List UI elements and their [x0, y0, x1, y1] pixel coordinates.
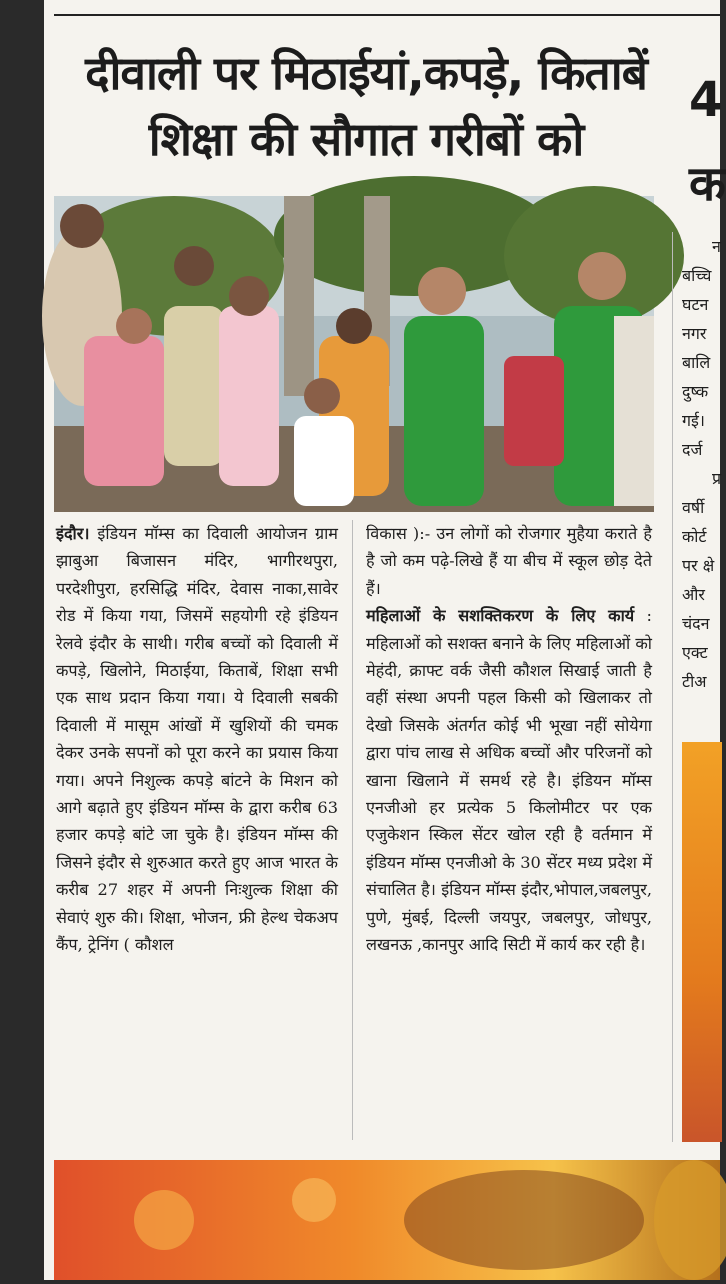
side-line: टीअ	[682, 672, 707, 691]
column-2-paragraph-1: विकास ):- उन लोगों को रोजगार मुहैया कराते है है जो कम पढ़े-लिखे हैं या बीच में स्कूल छोड़ देते हैं।	[366, 524, 652, 598]
side-line: एक्ट	[682, 643, 708, 662]
side-line: चंदन	[682, 614, 710, 633]
column-1-text: इंडियन मॉम्स का दिवाली आयोजन ग्राम झाबुआ बिजासन मंदिर, भागीरथपुरा, परदेशीपुरा, हरसिद्धि मंदिर, देवास नाका,सावेर रोड में किया गया, जिसमें सहयोगी रहे इंडियन रेलवे इंदौर के साथी। गरीब बच्चों को दिवाली में कपड़े, खिलोने, मिठाईया, किताबें, शिक्षा सभी एक साथ प्रदान किया गया। ये दिवाली सबकी दिवाली में मासूम आंखों में खुशियों की चमक देकर उनके सपनों को पूरा करने का प्रयास किया गया। अपने निशुल्क कपड़े बांटने के मिशन को आगे बढ़ाते हुए इंडियन मॉम्स के द्वारा करीब 63 हजार कपड़े बांटे जा चुके है। इंडियन मॉम्स की जिसने इंदौर से शुरुआत करते हुए आज भारत के करीब 27 शहर में अपनी निःशुल्क शिक्षा की सेवाएं शुरु की। शिक्षा, भोजन, फ्री हेल्थ चेकअप कैंप, ट्रेनिंग ( कौशल	[56, 524, 338, 955]
column-1-paragraph	[56, 520, 338, 959]
side-line: बच्चि	[682, 266, 712, 285]
side-line: प्र	[712, 469, 722, 488]
side-advertisement	[682, 742, 722, 1142]
article-column-1	[56, 520, 338, 959]
side-line: घटन	[682, 295, 709, 314]
side-line: न	[712, 237, 721, 256]
side-line: और	[682, 585, 705, 604]
headline-line-2: शिक्षा की सौगात गरीबों को	[148, 112, 584, 166]
headline-line-1: दीवाली पर मिठाईयां,कपड़े, किताबें	[85, 46, 647, 100]
side-headline-line-2: क	[689, 156, 726, 212]
dateline: इंदौर।	[56, 524, 90, 543]
side-line: नगर	[682, 324, 707, 343]
side-line: बालि	[682, 353, 711, 372]
subheading: महिलाओं के सशक्तिकरण के लिए कार्य	[366, 606, 635, 626]
side-headline-line-1: 4	[689, 72, 723, 128]
headline	[56, 40, 676, 172]
side-line: कोर्ट	[682, 527, 707, 546]
bottom-advertisement	[54, 1160, 720, 1280]
side-line: गई।	[682, 411, 705, 430]
newspaper-page	[44, 0, 726, 1280]
side-headline	[689, 58, 726, 226]
top-strip	[54, 0, 720, 16]
side-line: दर्ज	[682, 440, 703, 459]
side-line: वर्षी	[682, 498, 705, 517]
article-column-2	[366, 520, 652, 959]
news-photo	[54, 196, 654, 512]
column-divider	[352, 520, 353, 1140]
side-line: पर क्षे	[682, 556, 715, 575]
side-article-fragment	[682, 232, 722, 696]
column-2-paragraph-2	[366, 602, 652, 958]
side-line: दुष्क	[682, 382, 709, 401]
column-divider-2	[672, 232, 673, 1142]
column-2-text: : महिलाओं को सशक्त बनाने के लिए महिलाओं को मेहंदी, क्राफ्ट वर्क जैसी कौशल सिखाई जाती है वहीं संस्था अपनी पहल किसी को खिलाकर तो देखो जिसके अंतर्गत कोई भी भूखा नहीं सोयेगा द्वारा पांच लाख से अधिक बच्चों और परिजनों को खाना खिलाने में समर्थ रहे है। इंडियन मॉम्स एनजीओ हर प्रत्येक 5 किलोमीटर पर एक एजुकेशन स्किल सेंटर खोल रही है वर्तमान में इंडियन मॉम्स एनजीओ के 30 सेंटर मध्य प्रदेश में संचालित है। इंडियन मॉम्स इंदौर,भोपाल,जबलपुर, पुणे, मुंबई, दिल्ली जयपुर, जबलपुर, जोधपुर, लखनऊ ,कानपुर आदि सिटी में कार्य कर रही है।	[366, 606, 652, 955]
